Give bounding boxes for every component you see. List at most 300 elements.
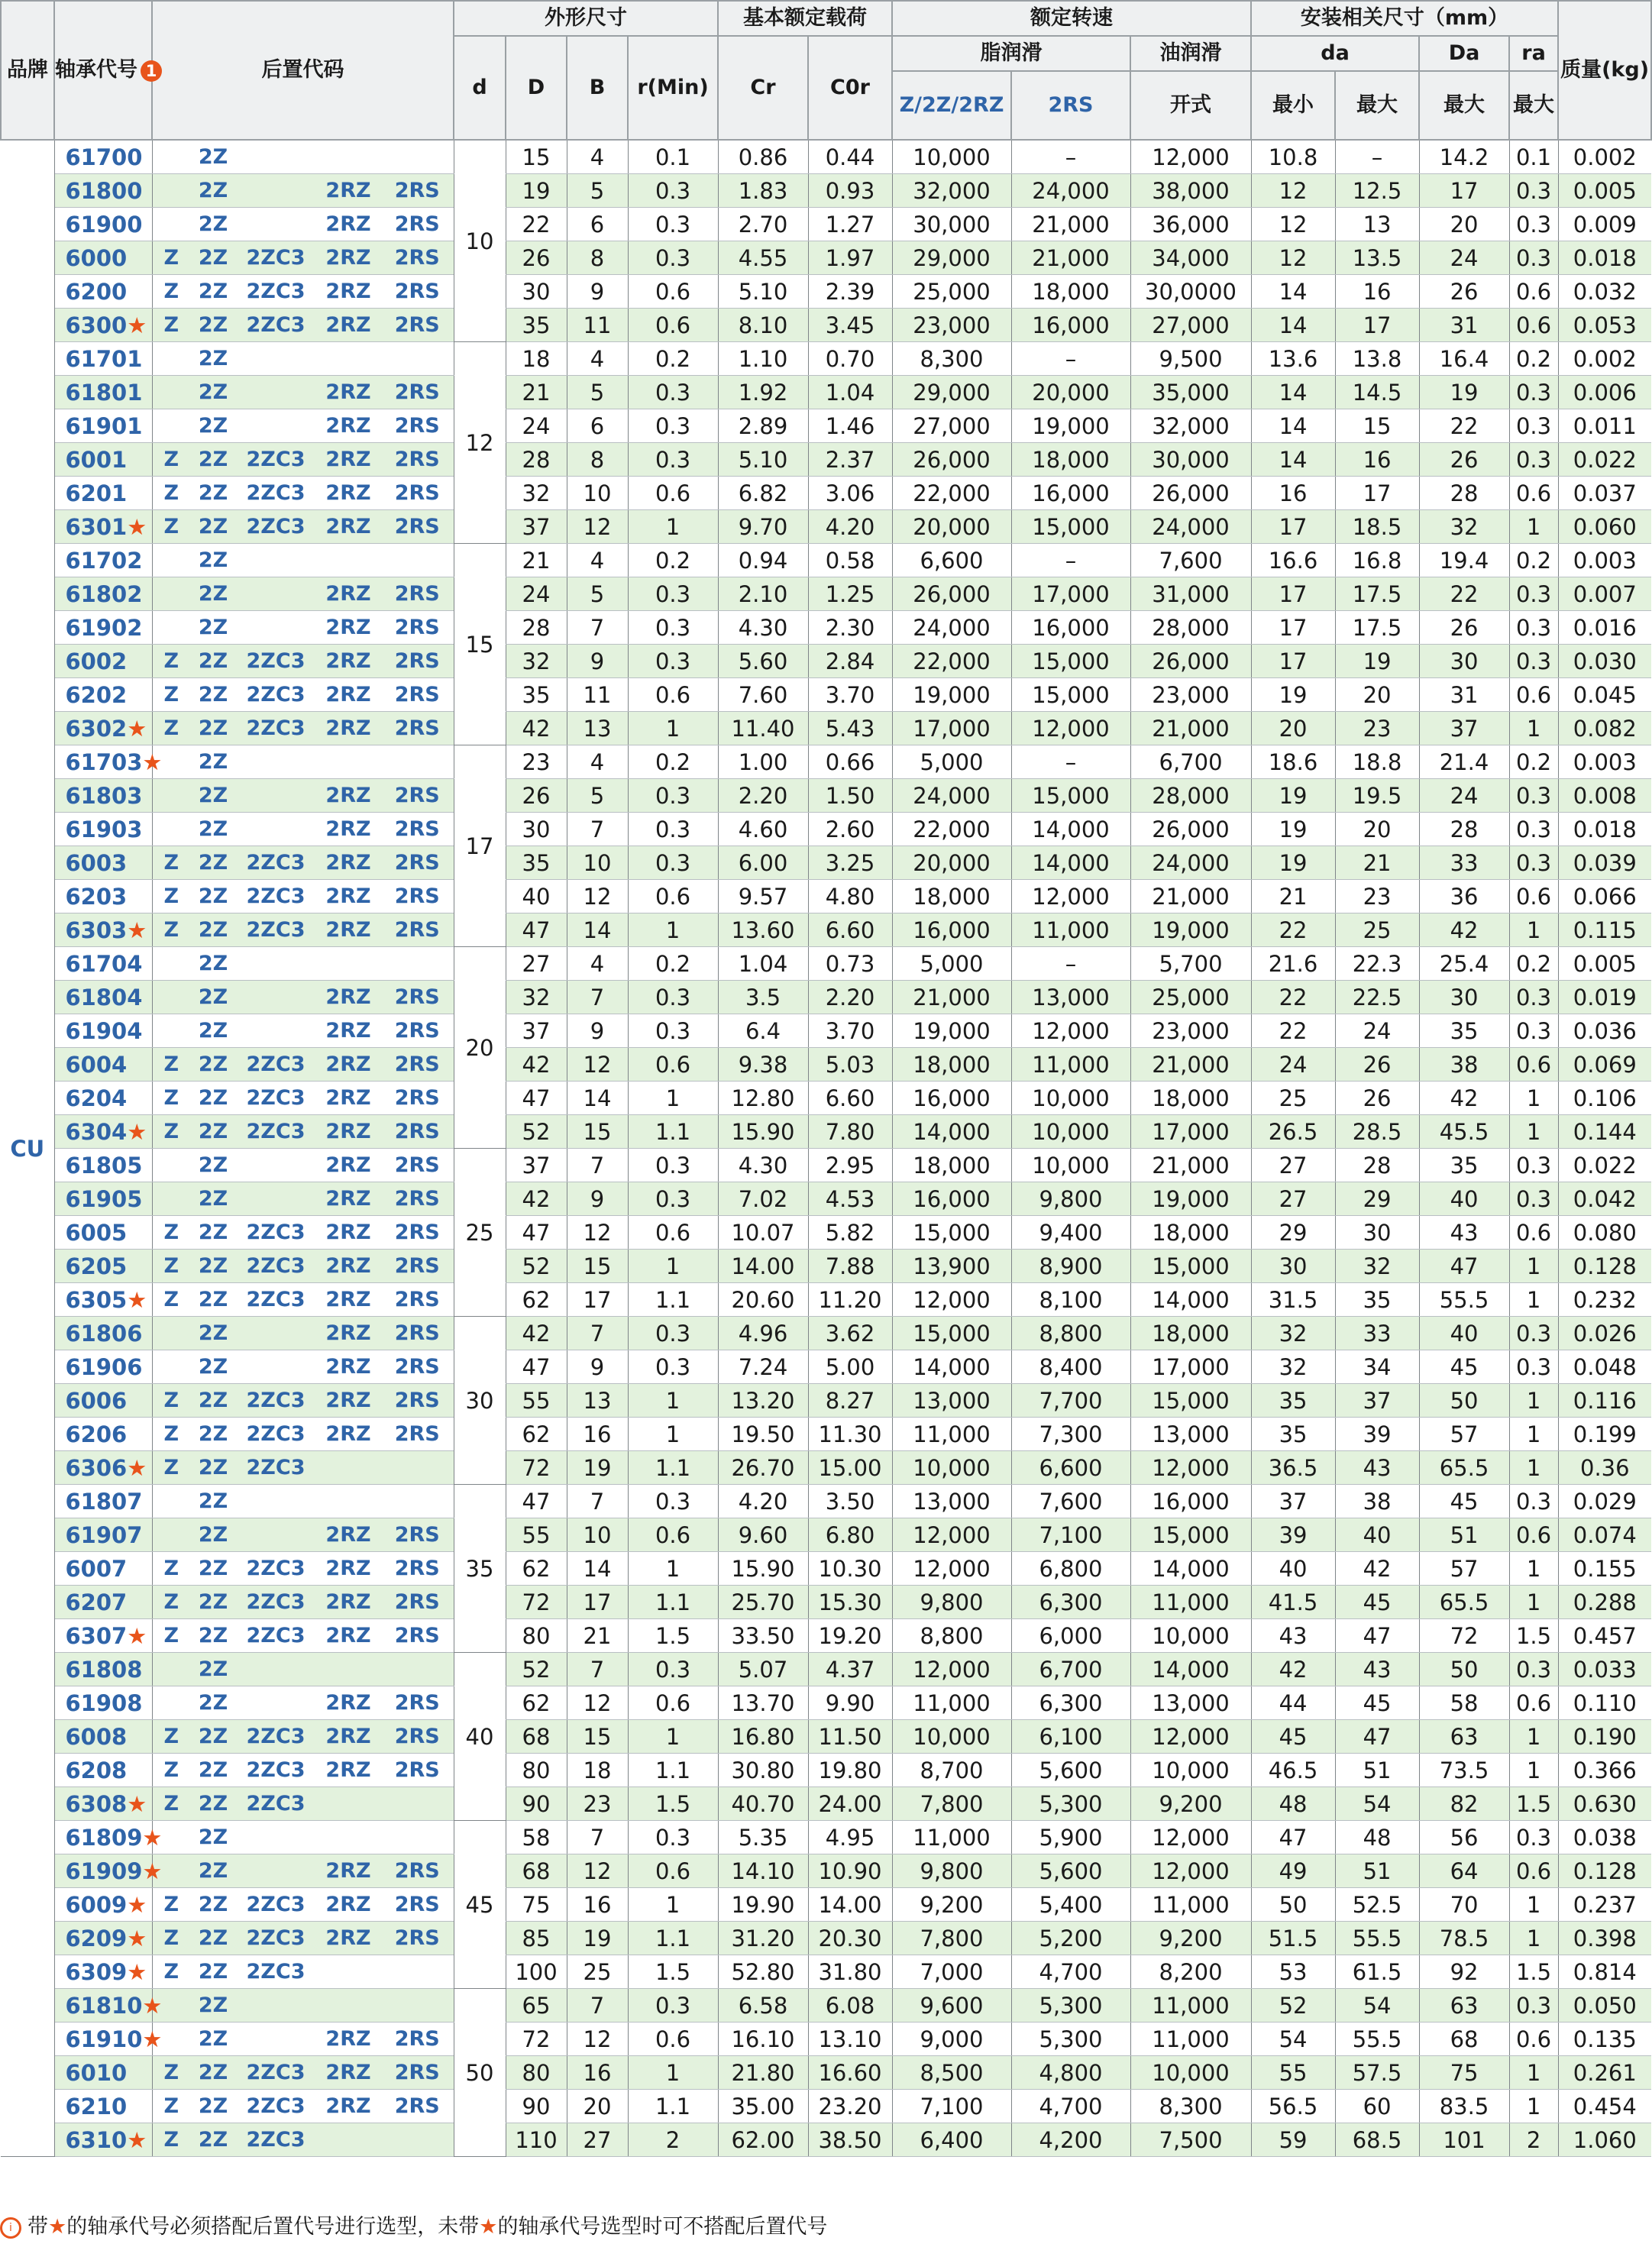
mount-da-max: 55.5 xyxy=(1335,1922,1419,1955)
dim-B: 10 xyxy=(567,846,628,880)
mount-da-min: 53 xyxy=(1251,1955,1335,1989)
speed-grease-rs: 16,000 xyxy=(1011,477,1130,510)
speed-oil: 30,0000 xyxy=(1130,275,1251,309)
suffix-2zc3 xyxy=(236,174,315,208)
dim-r: 0.2 xyxy=(628,947,718,981)
suffix-2rs: 2RS xyxy=(381,577,454,611)
bearing-code xyxy=(54,880,152,913)
suffix-z: Z xyxy=(152,846,190,880)
bearing-code-label: 6306 xyxy=(65,1454,128,1481)
star-icon: ★ xyxy=(127,2126,147,2153)
mount-ra-max: 0.3 xyxy=(1509,981,1558,1014)
mount-da-max: 13.5 xyxy=(1335,241,1419,275)
suffix-2z: 2Z xyxy=(190,309,236,342)
speed-grease-rs: 4,200 xyxy=(1011,2123,1130,2157)
header-da: da xyxy=(1251,36,1419,71)
table-row xyxy=(1,712,1651,745)
load-c0r: 4.80 xyxy=(808,880,892,913)
suffix-2zc3: 2ZC3 xyxy=(236,1048,315,1082)
dim-r: 0.6 xyxy=(628,1216,718,1250)
suffix-z xyxy=(152,1653,190,1686)
speed-oil: 14,000 xyxy=(1130,1283,1251,1317)
bearing-code-label: 61800 xyxy=(65,177,143,204)
bearing-code xyxy=(54,1586,152,1619)
mount-ra-max: 0.6 xyxy=(1509,2023,1558,2056)
suffix-2zc3: 2ZC3 xyxy=(236,1082,315,1115)
suffix-2rs xyxy=(381,1787,454,1821)
dim-r: 0.2 xyxy=(628,342,718,376)
mount-da-min: 22 xyxy=(1251,913,1335,947)
mount-da-max: 13.8 xyxy=(1335,342,1419,376)
mount-da-min: 22 xyxy=(1251,981,1335,1014)
speed-grease-z: 7,100 xyxy=(892,2090,1011,2123)
table-row xyxy=(1,745,1651,779)
header-speed-group: 额定转速 xyxy=(892,1,1251,36)
bearing-code-label: 6010 xyxy=(65,2059,128,2086)
dim-B: 23 xyxy=(567,1787,628,1821)
dim-r: 0.6 xyxy=(628,2023,718,2056)
bearing-code xyxy=(54,1216,152,1250)
speed-grease-rs: 12,000 xyxy=(1011,880,1130,913)
table-row xyxy=(1,2123,1651,2157)
mount-da-min: 20 xyxy=(1251,712,1335,745)
load-cr: 9.60 xyxy=(718,1518,808,1552)
mount-Da-max: 56 xyxy=(1419,1821,1509,1854)
bearing-code-label: 61802 xyxy=(65,580,143,607)
dim-D: 32 xyxy=(506,477,567,510)
dim-D: 21 xyxy=(506,544,567,577)
dim-B: 5 xyxy=(567,174,628,208)
table-row xyxy=(1,1485,1651,1518)
speed-oil: 19,000 xyxy=(1130,913,1251,947)
suffix-2rs: 2RS xyxy=(381,1216,454,1250)
speed-oil: 11,000 xyxy=(1130,1989,1251,2023)
bearing-code xyxy=(54,1082,152,1115)
bearing-code-label: 6205 xyxy=(65,1253,128,1279)
dim-D: 52 xyxy=(506,1653,567,1686)
mount-da-max: 51 xyxy=(1335,1754,1419,1787)
suffix-2rz: 2RZ xyxy=(315,645,381,678)
suffix-z: Z xyxy=(152,1082,190,1115)
mount-Da-max: 26 xyxy=(1419,443,1509,477)
mass-value: 0.128 xyxy=(1558,1854,1651,1888)
header-d: d xyxy=(454,36,506,140)
load-c0r: 3.70 xyxy=(808,678,892,712)
star-icon: ★ xyxy=(479,2215,498,2239)
speed-oil: 23,000 xyxy=(1130,1014,1251,1048)
suffix-2rs: 2RS xyxy=(381,611,454,645)
dim-B: 16 xyxy=(567,2056,628,2090)
suffix-2z: 2Z xyxy=(190,544,236,577)
dim-B: 21 xyxy=(567,1619,628,1653)
mount-da-max: 54 xyxy=(1335,1787,1419,1821)
mount-da-max: 19.5 xyxy=(1335,779,1419,813)
table-row xyxy=(1,1317,1651,1350)
suffix-2z: 2Z xyxy=(190,1854,236,1888)
mass-value: 0.261 xyxy=(1558,2056,1651,2090)
load-c0r: 9.90 xyxy=(808,1686,892,1720)
dim-B: 7 xyxy=(567,1821,628,1854)
load-cr: 1.04 xyxy=(718,947,808,981)
bearing-code-label: 6003 xyxy=(65,849,128,876)
suffix-2rs: 2RS xyxy=(381,645,454,678)
speed-grease-z: 17,000 xyxy=(892,712,1011,745)
suffix-2rs: 2RS xyxy=(381,1518,454,1552)
dim-D: 30 xyxy=(506,275,567,309)
bearing-code xyxy=(54,1888,152,1922)
mount-da-max: 18.5 xyxy=(1335,510,1419,544)
header-mount-group: 安装相关尺寸（mm） xyxy=(1251,1,1558,36)
load-c0r: 0.58 xyxy=(808,544,892,577)
speed-grease-z: 12,000 xyxy=(892,1653,1011,1686)
dim-B: 17 xyxy=(567,1283,628,1317)
bore-d-cell: 15 xyxy=(454,544,506,745)
bearing-code-label: 61902 xyxy=(65,614,143,641)
star-icon: ★ xyxy=(127,917,147,943)
load-c0r: 3.06 xyxy=(808,477,892,510)
suffix-2rz: 2RZ xyxy=(315,409,381,443)
mount-Da-max: 58 xyxy=(1419,1686,1509,1720)
suffix-2zc3: 2ZC3 xyxy=(236,1552,315,1586)
suffix-z: Z xyxy=(152,1955,190,1989)
load-c0r: 4.53 xyxy=(808,1182,892,1216)
suffix-2z: 2Z xyxy=(190,745,236,779)
suffix-2rz xyxy=(315,2123,381,2157)
dim-B: 9 xyxy=(567,1350,628,1384)
suffix-2zc3: 2ZC3 xyxy=(236,443,315,477)
mount-Da-max: 78.5 xyxy=(1419,1922,1509,1955)
suffix-2zc3: 2ZC3 xyxy=(236,1384,315,1418)
star-icon: ★ xyxy=(142,2026,163,2052)
table-row xyxy=(1,1283,1651,1317)
speed-oil: 27,000 xyxy=(1130,309,1251,342)
load-c0r: 7.80 xyxy=(808,1115,892,1149)
mount-Da-max: 50 xyxy=(1419,1384,1509,1418)
mass-value: 0.066 xyxy=(1558,880,1651,913)
mass-value: 0.006 xyxy=(1558,376,1651,409)
suffix-z: Z xyxy=(152,1283,190,1317)
footnote-text: 的轴承代号必须搭配后置代号进行选型，未带 xyxy=(66,2215,480,2239)
dim-D: 62 xyxy=(506,1418,567,1451)
speed-grease-z: 30,000 xyxy=(892,208,1011,241)
speed-grease-z: 13,900 xyxy=(892,1250,1011,1283)
speed-oil: 19,000 xyxy=(1130,1182,1251,1216)
mount-Da-max: 35 xyxy=(1419,1014,1509,1048)
dim-r: 0.6 xyxy=(628,1518,718,1552)
dim-B: 7 xyxy=(567,1653,628,1686)
speed-oil: 13,000 xyxy=(1130,1686,1251,1720)
mount-da-max: 47 xyxy=(1335,1619,1419,1653)
mount-da-max: 23 xyxy=(1335,880,1419,913)
speed-oil: 26,000 xyxy=(1130,477,1251,510)
mount-Da-max: 42 xyxy=(1419,1082,1509,1115)
speed-grease-z: 5,000 xyxy=(892,947,1011,981)
suffix-2z: 2Z xyxy=(190,1754,236,1787)
dim-D: 55 xyxy=(506,1384,567,1418)
suffix-2rs xyxy=(381,1955,454,1989)
mass-value: 0.026 xyxy=(1558,1317,1651,1350)
dim-B: 16 xyxy=(567,1888,628,1922)
mount-da-min: 36.5 xyxy=(1251,1451,1335,1485)
dim-B: 14 xyxy=(567,1082,628,1115)
speed-grease-rs: 17,000 xyxy=(1011,577,1130,611)
bearing-code xyxy=(54,813,152,846)
header-model xyxy=(54,1,157,140)
dim-r: 1.5 xyxy=(628,1955,718,1989)
suffix-2rz: 2RZ xyxy=(315,1350,381,1384)
dim-B: 12 xyxy=(567,1048,628,1082)
speed-oil: 21,000 xyxy=(1130,712,1251,745)
dim-D: 26 xyxy=(506,241,567,275)
suffix-z xyxy=(152,1686,190,1720)
header-dims-group: 外形尺寸 xyxy=(454,1,718,36)
speed-oil: 12,000 xyxy=(1130,1720,1251,1754)
table-row xyxy=(1,1686,1651,1720)
speed-grease-rs: 5,300 xyxy=(1011,2023,1130,2056)
load-cr: 16.10 xyxy=(718,2023,808,2056)
mount-da-min: 21.6 xyxy=(1251,947,1335,981)
mount-da-max: 61.5 xyxy=(1335,1955,1419,1989)
dim-r: 1 xyxy=(628,1082,718,1115)
mount-Da-max: 47 xyxy=(1419,1250,1509,1283)
speed-grease-z: 12,000 xyxy=(892,1283,1011,1317)
dim-r: 1.1 xyxy=(628,1115,718,1149)
table-row xyxy=(1,2023,1651,2056)
speed-oil: 32,000 xyxy=(1130,409,1251,443)
mount-ra-max: 1 xyxy=(1509,1552,1558,1586)
bearing-code xyxy=(54,1250,152,1283)
load-c0r: 2.37 xyxy=(808,443,892,477)
bearing-code xyxy=(54,208,152,241)
speed-grease-rs: 7,100 xyxy=(1011,1518,1130,1552)
table-row xyxy=(1,1787,1651,1821)
mount-ra-max: 0.3 xyxy=(1509,1350,1558,1384)
bearing-code-label: 6004 xyxy=(65,1051,128,1078)
suffix-2z: 2Z xyxy=(190,1384,236,1418)
speed-grease-rs: 6,300 xyxy=(1011,1586,1130,1619)
dim-B: 7 xyxy=(567,611,628,645)
bearing-code xyxy=(54,1653,152,1686)
bearing-code xyxy=(54,1619,152,1653)
suffix-2rz: 2RZ xyxy=(315,712,381,745)
speed-oil: 35,000 xyxy=(1130,376,1251,409)
suffix-2zc3: 2ZC3 xyxy=(236,913,315,947)
mount-Da-max: 22 xyxy=(1419,409,1509,443)
star-icon: ★ xyxy=(142,1824,163,1851)
star-icon: ★ xyxy=(127,513,147,540)
speed-grease-rs: 12,000 xyxy=(1011,1014,1130,1048)
mass-value: 0.002 xyxy=(1558,140,1651,174)
dim-r: 1.1 xyxy=(628,1283,718,1317)
bearing-code-label: 61801 xyxy=(65,379,143,406)
bearing-code-label: 61904 xyxy=(65,1017,143,1044)
mount-ra-max: 1 xyxy=(1509,1754,1558,1787)
dim-r: 0.3 xyxy=(628,443,718,477)
footnote-prefix: 带 xyxy=(27,2215,48,2239)
speed-grease-z: 7,800 xyxy=(892,1787,1011,1821)
mount-ra-max: 0.2 xyxy=(1509,544,1558,577)
suffix-2rz: 2RZ xyxy=(315,1384,381,1418)
bearing-code-label: 6009 xyxy=(65,1891,128,1918)
bearing-code-label: 6201 xyxy=(65,480,128,506)
suffix-2rs xyxy=(381,1989,454,2023)
suffix-2rs xyxy=(381,140,454,174)
mount-Da-max: 40 xyxy=(1419,1182,1509,1216)
header-brand: 品牌 xyxy=(1,1,54,140)
suffix-2rz: 2RZ xyxy=(315,1250,381,1283)
suffix-2rs: 2RS xyxy=(381,2056,454,2090)
mount-da-min: 47 xyxy=(1251,1821,1335,1854)
load-cr: 4.30 xyxy=(718,1149,808,1182)
mount-da-max: 24 xyxy=(1335,1014,1419,1048)
speed-grease-z: 12,000 xyxy=(892,1518,1011,1552)
suffix-2z: 2Z xyxy=(190,1619,236,1653)
suffix-2zc3 xyxy=(236,1149,315,1182)
dim-B: 13 xyxy=(567,712,628,745)
dim-B: 10 xyxy=(567,477,628,510)
bearing-code-label: 6203 xyxy=(65,883,128,910)
table-row xyxy=(1,510,1651,544)
mount-da-max: 55.5 xyxy=(1335,2023,1419,2056)
suffix-2zc3 xyxy=(236,342,315,376)
dim-D: 80 xyxy=(506,1754,567,1787)
suffix-2zc3: 2ZC3 xyxy=(236,1955,315,1989)
suffix-z: Z xyxy=(152,1384,190,1418)
suffix-z: Z xyxy=(152,1619,190,1653)
bearing-code-label: 61809 xyxy=(65,1824,143,1851)
speed-grease-rs: 11,000 xyxy=(1011,1048,1130,1082)
speed-oil: 21,000 xyxy=(1130,880,1251,913)
mount-Da-max: 70 xyxy=(1419,1888,1509,1922)
suffix-2zc3: 2ZC3 xyxy=(236,1418,315,1451)
load-cr: 2.20 xyxy=(718,779,808,813)
mount-ra-max: 0.1 xyxy=(1509,140,1558,174)
mount-da-max: 29 xyxy=(1335,1182,1419,1216)
dim-r: 0.3 xyxy=(628,611,718,645)
mass-value: 0.005 xyxy=(1558,947,1651,981)
bearing-code-label: 6210 xyxy=(65,2093,128,2120)
load-cr: 5.10 xyxy=(718,275,808,309)
mount-da-min: 56.5 xyxy=(1251,2090,1335,2123)
dim-D: 42 xyxy=(506,1317,567,1350)
load-cr: 16.80 xyxy=(718,1720,808,1754)
suffix-2z: 2Z xyxy=(190,1451,236,1485)
suffix-2z: 2Z xyxy=(190,1552,236,1586)
speed-grease-rs: 13,000 xyxy=(1011,981,1130,1014)
dim-B: 8 xyxy=(567,443,628,477)
suffix-2z: 2Z xyxy=(190,1418,236,1451)
load-c0r: 23.20 xyxy=(808,2090,892,2123)
mount-Da-max: 68 xyxy=(1419,2023,1509,2056)
table-row xyxy=(1,275,1651,309)
suffix-2rs xyxy=(381,2123,454,2157)
load-c0r: 19.80 xyxy=(808,1754,892,1787)
suffix-2z: 2Z xyxy=(190,1048,236,1082)
bearing-code-label: 6204 xyxy=(65,1085,128,1111)
suffix-2z: 2Z xyxy=(190,947,236,981)
dim-B: 8 xyxy=(567,241,628,275)
load-c0r: 38.50 xyxy=(808,2123,892,2157)
suffix-2rz xyxy=(315,1653,381,1686)
mount-da-min: 37 xyxy=(1251,1485,1335,1518)
dim-r: 0.2 xyxy=(628,745,718,779)
mount-Da-max: 75 xyxy=(1419,2056,1509,2090)
bearing-code xyxy=(54,913,152,947)
mount-Da-max: 73.5 xyxy=(1419,1754,1509,1787)
table-row xyxy=(1,1216,1651,1250)
speed-grease-rs: 24,000 xyxy=(1011,174,1130,208)
speed-grease-rs: – xyxy=(1011,140,1130,174)
dim-D: 28 xyxy=(506,611,567,645)
table-body xyxy=(1,140,1651,2157)
dim-D: 75 xyxy=(506,1888,567,1922)
speed-oil: 10,000 xyxy=(1130,1619,1251,1653)
mount-Da-max: 33 xyxy=(1419,846,1509,880)
dim-B: 18 xyxy=(567,1754,628,1787)
mount-ra-max: 1 xyxy=(1509,1418,1558,1451)
mount-da-max: 14.5 xyxy=(1335,376,1419,409)
dim-D: 62 xyxy=(506,1686,567,1720)
dim-D: 62 xyxy=(506,1283,567,1317)
speed-grease-rs: 5,200 xyxy=(1011,1922,1130,1955)
suffix-2z: 2Z xyxy=(190,880,236,913)
bearing-code xyxy=(54,1048,152,1082)
mount-Da-max: 45 xyxy=(1419,1350,1509,1384)
dim-B: 4 xyxy=(567,947,628,981)
table-row xyxy=(1,611,1651,645)
dim-r: 1 xyxy=(628,913,718,947)
dim-D: 23 xyxy=(506,745,567,779)
suffix-2z: 2Z xyxy=(190,1283,236,1317)
bearing-code-label: 6208 xyxy=(65,1757,128,1783)
suffix-z xyxy=(152,342,190,376)
suffix-2rs: 2RS xyxy=(381,1720,454,1754)
mass-value: 0.454 xyxy=(1558,2090,1651,2123)
mass-value: 0.019 xyxy=(1558,981,1651,1014)
mass-value: 0.630 xyxy=(1558,1787,1651,1821)
speed-grease-z: 14,000 xyxy=(892,1115,1011,1149)
load-cr: 33.50 xyxy=(718,1619,808,1653)
bearing-code xyxy=(54,846,152,880)
dim-r: 0.2 xyxy=(628,544,718,577)
mount-Da-max: 57 xyxy=(1419,1418,1509,1451)
mount-da-max: 40 xyxy=(1335,1518,1419,1552)
mass-value: 0.016 xyxy=(1558,611,1651,645)
suffix-2rs xyxy=(381,947,454,981)
dim-D: 37 xyxy=(506,510,567,544)
suffix-z: Z xyxy=(152,678,190,712)
speed-grease-z: 18,000 xyxy=(892,1149,1011,1182)
mount-da-min: 51.5 xyxy=(1251,1922,1335,1955)
bearing-code-label: 61703 xyxy=(65,749,143,775)
suffix-2z: 2Z xyxy=(190,409,236,443)
suffix-2rs xyxy=(381,1653,454,1686)
suffix-2rs: 2RS xyxy=(381,1115,454,1149)
mount-ra-max: 1 xyxy=(1509,1283,1558,1317)
suffix-2rz: 2RZ xyxy=(315,376,381,409)
load-c0r: 0.44 xyxy=(808,140,892,174)
dim-r: 1 xyxy=(628,1888,718,1922)
suffix-2z: 2Z xyxy=(190,1686,236,1720)
mount-Da-max: 45 xyxy=(1419,1485,1509,1518)
bearing-code-label: 61905 xyxy=(65,1185,143,1212)
mass-value: 0.037 xyxy=(1558,477,1651,510)
load-c0r: 19.20 xyxy=(808,1619,892,1653)
bearing-code-label: 6005 xyxy=(65,1219,128,1246)
mount-Da-max: 31 xyxy=(1419,309,1509,342)
load-cr: 7.60 xyxy=(718,678,808,712)
suffix-2rz xyxy=(315,342,381,376)
